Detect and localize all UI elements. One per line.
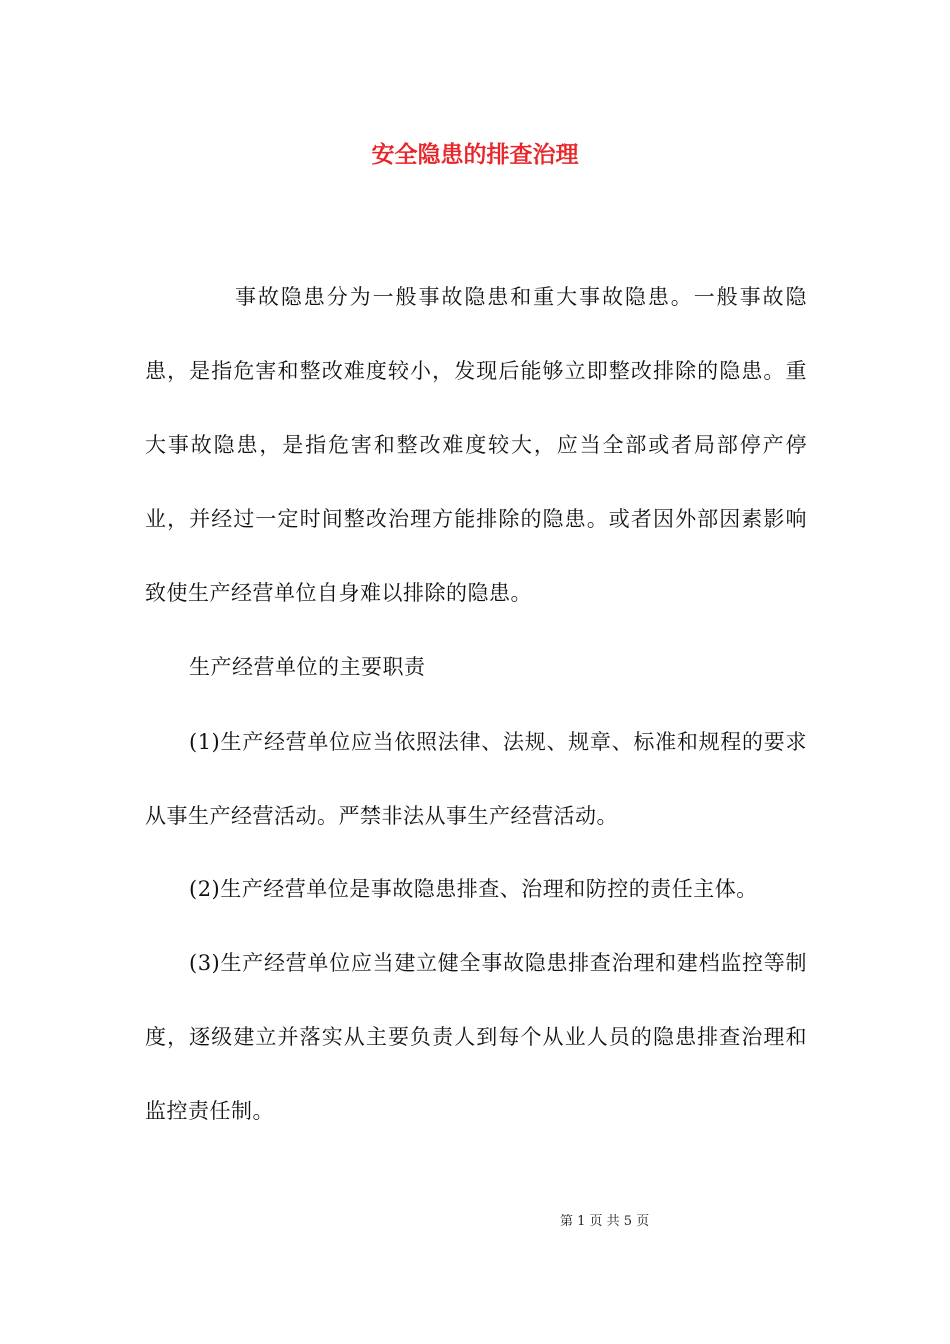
page-number-footer: 第 1 页 共 5 页 [560, 1214, 650, 1229]
paragraph-section-heading: 生产经营单位的主要职责 [189, 655, 426, 679]
paragraph-duty-1: (1)生产经营单位应当依照法律、法规、规章、标准和规程的要求从事生产经营活动。严禁非法从事生产经营活动。 [145, 730, 807, 828]
paragraph-duty-2: (2)生产经营单位是事故隐患排查、治理和防控的责任主体。 [189, 877, 758, 901]
page-title: 安全隐患的排查治理 [371, 142, 579, 168]
paragraph-hazard-definition: 事故隐患分为一般事故隐患和重大事故隐患。一般事故隐患，是指危害和整改难度较小，发现后能够立即整改排除的隐患。重大事故隐患，是指危害和整改难度较大，应当全部或者局部停产停业，并经过一定时间整改治理方能排除的隐患。或者因外部因素影响致使生产经营单位自身难以排除的隐患。 [145, 285, 807, 605]
paragraph-duty-3: (3)生产经营单位应当建立健全事故隐患排查治理和建档监控等制度，逐级建立并落实从主要负责人到每个从业人员的隐患排查治理和监控责任制。 [145, 951, 807, 1123]
